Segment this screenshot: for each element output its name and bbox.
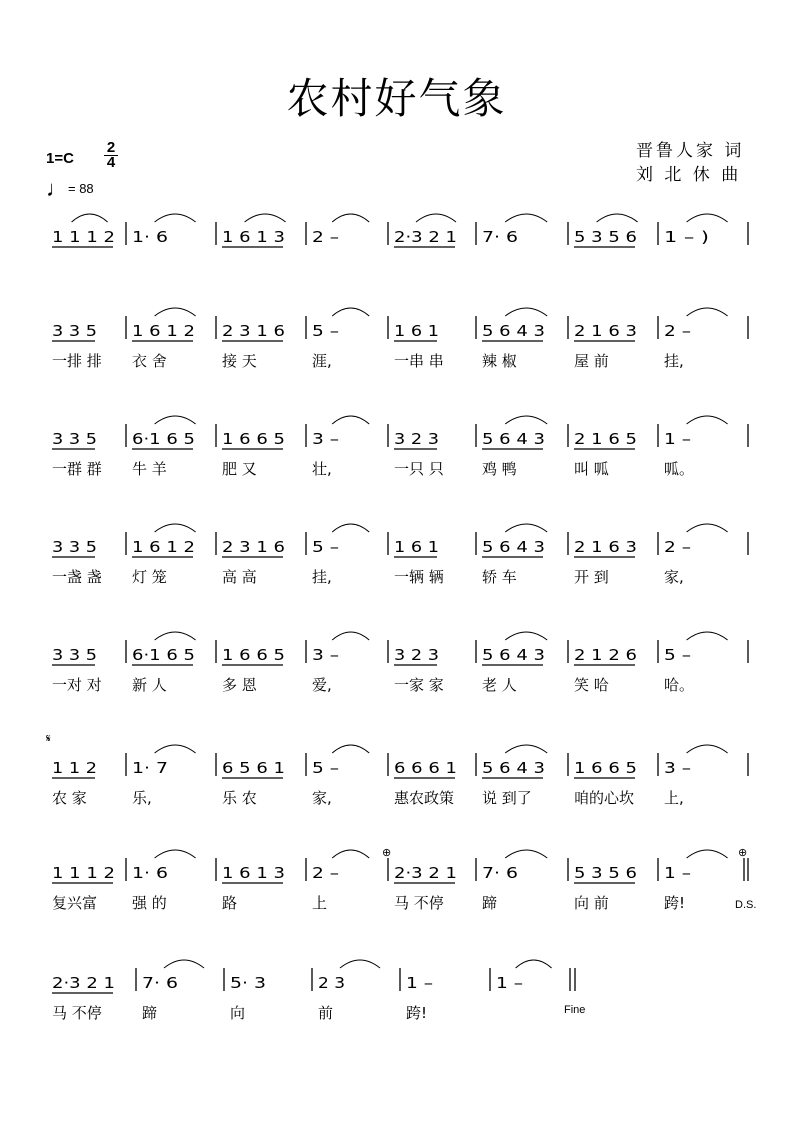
measure-notes: 1 –: [664, 430, 691, 448]
measure: [222, 646, 285, 694]
measure: [664, 632, 728, 694]
measure-lyrics: 一群 群: [52, 460, 102, 478]
measure: [312, 745, 369, 807]
measure-notes: 3 2 3: [394, 430, 439, 448]
score-row: [52, 214, 748, 247]
measure-lyrics: 叫 呱: [574, 460, 609, 478]
measure-lyrics: 衣 舍: [132, 352, 167, 370]
measure: [406, 974, 433, 1022]
measure: [222, 430, 285, 478]
measure-notes: 5 –: [312, 759, 339, 777]
slur: [505, 308, 547, 316]
measure-lyrics: 家,: [664, 568, 684, 586]
measure-lyrics: 辣 椒: [482, 352, 517, 370]
measure-lyrics: 跨!: [406, 1004, 428, 1022]
measure: [574, 538, 637, 586]
measure: [132, 214, 196, 246]
measure: [312, 632, 369, 694]
measure-lyrics: 一盏 盏: [52, 568, 102, 586]
measure-notes: 5 3 5 6: [574, 228, 637, 246]
measure: [482, 632, 547, 694]
measure-notes: 5 –: [312, 322, 339, 340]
quarter-note-icon: ♩: [46, 176, 68, 201]
measure: [482, 308, 547, 370]
slur: [332, 308, 369, 316]
time-signature-top: 2: [104, 141, 118, 156]
measure-notes: 2 –: [664, 538, 691, 556]
measure-notes: 2 –: [312, 228, 339, 246]
measure: [574, 646, 637, 694]
measure-lyrics: 乐,: [132, 789, 152, 807]
slur: [687, 214, 728, 222]
measure: [222, 322, 285, 370]
measure-notes: 1 1 2: [52, 759, 97, 777]
score-row: [52, 524, 748, 586]
measure-notes: 3 3 5: [52, 646, 97, 664]
measure-lyrics: 新 人: [132, 676, 167, 694]
measure-notes: 2 1 6 3: [574, 322, 637, 340]
measure: [318, 960, 380, 1022]
measure: [482, 416, 547, 478]
measure-notes: 1 6 1 2: [132, 322, 195, 340]
measure-notes: 1 –: [406, 974, 433, 992]
measure-notes: 2·3 2 1: [394, 228, 457, 246]
slur: [687, 308, 728, 316]
measure-notes: 7· 6: [482, 864, 518, 882]
fine-mark: Fine: [564, 1004, 586, 1016]
measure-lyrics: 强 的: [132, 894, 167, 912]
measure: [574, 214, 638, 247]
measure: [52, 864, 115, 912]
measure-lyrics: 一串 串: [394, 352, 444, 370]
measure: [664, 308, 728, 370]
measure-lyrics: 爱,: [312, 676, 332, 694]
score-row: [52, 850, 756, 912]
measure: [394, 759, 457, 807]
measure-notes: 6 5 6 1: [222, 759, 285, 777]
measure-lyrics: 前: [318, 1004, 334, 1022]
composer-credit: 刘 北 休 曲: [636, 165, 742, 185]
slur: [505, 850, 547, 858]
measure-notes: 6 6 6 1: [394, 759, 457, 777]
measure: [394, 214, 457, 247]
measure-lyrics: 蹄: [142, 1004, 158, 1022]
measure: [222, 538, 285, 586]
measure-notes: 1 6 6 5: [222, 430, 285, 448]
slur: [155, 214, 196, 222]
measure-lyrics: 一家 家: [394, 676, 444, 694]
measure-lyrics: 一排 排: [52, 352, 102, 370]
measure-notes: 2 –: [312, 864, 339, 882]
measure: [222, 214, 286, 247]
measure: [574, 430, 637, 478]
slur: [155, 308, 196, 316]
score-row: [52, 960, 585, 1022]
measure-lyrics: 家,: [312, 789, 332, 807]
measure-lyrics: 向 前: [574, 894, 609, 912]
measure: [132, 632, 196, 694]
measure-lyrics: 向: [230, 1004, 246, 1022]
measure: [132, 745, 196, 807]
measure-lyrics: 蹄: [482, 894, 498, 912]
measure-notes: 1 1 1 2: [52, 864, 115, 882]
measure-notes: 1 6 1 3: [222, 228, 285, 246]
measure-lyrics: 涯,: [312, 352, 332, 370]
measure-lyrics: 上: [312, 894, 328, 912]
measure-notes: 1· 6: [132, 228, 168, 246]
measure-lyrics: 复兴富: [52, 894, 98, 912]
measure-notes: 1 –: [664, 864, 691, 882]
measure-notes: 3 3 5: [52, 430, 97, 448]
measure: [312, 524, 369, 586]
slur: [155, 524, 196, 532]
slur: [505, 745, 547, 753]
song-title: 农村好气象: [286, 74, 507, 123]
measure-notes: 1 –: [496, 974, 523, 992]
measure-notes: 3 3 5: [52, 538, 97, 556]
slur: [505, 524, 547, 532]
measure-notes: 3 –: [664, 759, 691, 777]
measure-notes: 1 6 1 2: [132, 538, 195, 556]
slur: [155, 850, 196, 858]
slur: [505, 214, 547, 222]
measure-lyrics: 多 恩: [222, 676, 257, 694]
measure-notes: 5 6 4 3: [482, 322, 545, 340]
measure-notes: 7· 6: [482, 228, 518, 246]
measure-lyrics: 呱。: [664, 460, 695, 478]
measure-lyrics: 屋 前: [574, 352, 609, 370]
measure-lyrics: 马 不停: [52, 1004, 102, 1022]
measure-lyrics: 轿 车: [482, 568, 517, 586]
tempo-value: = 88: [68, 181, 94, 196]
score-row: [52, 632, 748, 694]
measure-lyrics: 壮,: [312, 460, 332, 478]
slur: [505, 632, 547, 640]
measure: [482, 850, 547, 912]
measure-notes: 5 –: [312, 538, 339, 556]
slur: [687, 850, 728, 858]
measure: [574, 864, 637, 912]
measure-lyrics: 一辆 辆: [394, 568, 444, 586]
measure-lyrics: 咱的心坎: [574, 789, 635, 807]
measure-notes: 2 3: [318, 974, 345, 992]
score-row: [52, 745, 748, 807]
slur: [332, 850, 369, 858]
measure-notes: 1 1 1 2: [52, 228, 115, 246]
measure: [496, 960, 552, 992]
measure-notes: 2 1 6 3: [574, 538, 637, 556]
slur: [155, 745, 196, 753]
measure: [132, 524, 196, 586]
measure: [52, 759, 97, 807]
measure-notes: 6·1 6 5: [132, 430, 195, 448]
measure: [664, 745, 728, 807]
measure: [52, 538, 102, 586]
slur: [245, 214, 286, 222]
measure: [52, 974, 115, 1022]
measure-notes: 6·1 6 5: [132, 646, 195, 664]
measure-notes: 5 6 4 3: [482, 538, 545, 556]
measure-notes: 2 1 2 6: [574, 646, 637, 664]
score-row: [52, 416, 748, 478]
slur: [155, 632, 196, 640]
slur: [340, 960, 380, 968]
slur: [687, 632, 728, 640]
measure-lyrics: 鸡 鸭: [482, 460, 517, 478]
measure: [574, 322, 637, 370]
measure: [52, 322, 102, 370]
coda-icon: ⊕: [382, 847, 392, 859]
segno-icon: 𝄋: [46, 733, 51, 745]
measure-notes: 2 –: [664, 322, 691, 340]
measure-notes: 5 6 4 3: [482, 430, 545, 448]
slur: [72, 214, 108, 222]
measure-notes: 1· 6: [132, 864, 168, 882]
score-row: [52, 308, 748, 370]
coda-icon: ⊕: [738, 847, 748, 859]
measure: [482, 745, 547, 807]
lyricist-credit: 晋鲁人家 词: [636, 141, 745, 161]
measure-notes: 2·3 2 1: [394, 864, 457, 882]
measure-notes: 1 6 6 5: [222, 646, 285, 664]
measure-notes: 3 –: [312, 430, 339, 448]
measure: [312, 850, 369, 912]
measure-notes: 2 1 6 5: [574, 430, 637, 448]
slur: [332, 745, 369, 753]
measure-lyrics: 开 到: [574, 568, 609, 586]
measure-notes: 1· 7: [132, 759, 168, 777]
measure-notes: 2 3 1 6: [222, 538, 285, 556]
measure: [52, 214, 115, 247]
measure-lyrics: 惠农政策: [394, 789, 455, 807]
measure-notes: 3 –: [312, 646, 339, 664]
measure: [664, 524, 728, 586]
measure: [394, 864, 457, 912]
slur: [416, 214, 456, 222]
measure: [394, 430, 444, 478]
measure-lyrics: 跨!: [664, 894, 686, 912]
measure-notes: 3 2 3: [394, 646, 439, 664]
measure: [230, 974, 266, 1022]
measure-lyrics: 一只 只: [394, 460, 444, 478]
measure-lyrics: 一对 对: [52, 676, 102, 694]
measure: [142, 960, 204, 1022]
measure-lyrics: 挂,: [664, 352, 684, 370]
measure-notes: 5· 3: [230, 974, 266, 992]
measure-lyrics: 乐 农: [222, 789, 257, 807]
measure: [312, 416, 369, 478]
slur: [687, 416, 728, 424]
slur: [687, 745, 728, 753]
time-signature-bottom: 4: [106, 154, 116, 171]
measure: [222, 759, 285, 807]
measure: [312, 214, 369, 246]
measure: [664, 416, 728, 478]
measure: [52, 430, 102, 478]
measure-notes: 1 6 1: [394, 322, 439, 340]
measure-lyrics: 说 到了: [482, 789, 532, 807]
measure-notes: 7· 6: [142, 974, 178, 992]
measure-notes: 5 6 4 3: [482, 759, 545, 777]
measure-lyrics: 挂,: [312, 568, 332, 586]
slur: [332, 524, 369, 532]
measure-notes: 2 3 1 6: [222, 322, 285, 340]
slur: [597, 214, 638, 222]
measure-lyrics: 马 不停: [394, 894, 444, 912]
measure: [574, 759, 637, 807]
measure-notes: 1 6 6 5: [574, 759, 637, 777]
key-signature: 1=C: [46, 150, 74, 167]
measure: [132, 308, 196, 370]
measure: [394, 538, 444, 586]
slur: [687, 524, 728, 532]
measure-notes: 1 6 1 3: [222, 864, 285, 882]
measure-lyrics: 哈。: [664, 676, 695, 694]
measure: [222, 864, 285, 912]
measure: [312, 308, 369, 370]
measure: [394, 322, 444, 370]
slur: [505, 416, 547, 424]
slur: [332, 632, 369, 640]
measure-notes: 2·3 2 1: [52, 974, 115, 992]
measure-lyrics: 上,: [664, 789, 684, 807]
measure: [664, 214, 728, 246]
measure-notes: 5 6 4 3: [482, 646, 545, 664]
measure-lyrics: 笑 哈: [574, 676, 609, 694]
measure-notes: 1 6 1: [394, 538, 439, 556]
measure-lyrics: 老 人: [482, 676, 517, 694]
slur: [164, 960, 204, 968]
measure: [52, 646, 102, 694]
measure: [132, 850, 196, 912]
measure-lyrics: 高 高: [222, 568, 257, 586]
ds-mark: D.S.: [735, 899, 757, 911]
measure-notes: 5 –: [664, 646, 691, 664]
measure: [482, 214, 547, 246]
measure-notes: 3 3 5: [52, 322, 97, 340]
measure: [394, 646, 444, 694]
measure-lyrics: 牛 羊: [132, 460, 167, 478]
measure-lyrics: 接 天: [222, 352, 257, 370]
measure-notes: 5 3 5 6: [574, 864, 637, 882]
slur: [332, 214, 369, 222]
measure-lyrics: 肥 又: [222, 460, 257, 478]
slur: [516, 960, 552, 968]
measure-lyrics: 路: [222, 894, 238, 912]
slur: [155, 416, 196, 424]
measure: [482, 524, 547, 586]
measure: [664, 850, 728, 912]
slur: [332, 416, 369, 424]
measure-lyrics: 农 家: [52, 789, 87, 807]
measure: [132, 416, 196, 478]
measure-notes: 1 – ): [664, 228, 709, 246]
measure-lyrics: 灯 笼: [132, 568, 167, 586]
